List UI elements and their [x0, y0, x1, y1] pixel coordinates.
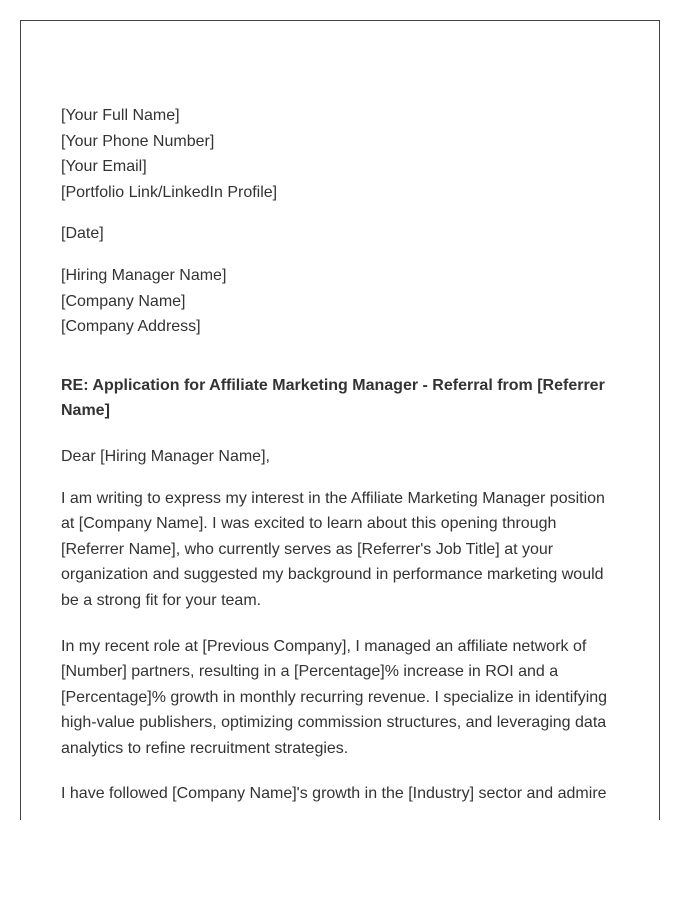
letter-subject: RE: Application for Affiliate Marketing Manager - Referral from [Referrer Name]	[61, 376, 605, 420]
sender-phone: [Your Phone Number]	[61, 132, 215, 150]
sender-portfolio: [Portfolio Link/LinkedIn Profile]	[61, 183, 278, 201]
body-paragraph-1: I am writing to express my interest in the Affiliate Marketing Manager position at [Company Name]. I was excited to learn about this opening through [Referrer Name], who currently serves as [Referrer's Job Title] at your organization and suggested my background in performance marketing would be a strong fit for your team.	[61, 489, 605, 609]
recipient-block	[61, 263, 621, 340]
sender-email: [Your Email]	[61, 158, 147, 176]
letter-content	[61, 103, 621, 820]
letter-date: [Date]	[61, 225, 104, 243]
sender-block	[61, 103, 621, 205]
body-paragraph-2: In my recent role at [Previous Company], I managed an affiliate network of [Number] partners, resulting in a [Percentage]% increase in ROI and a [Percentage]% growth in monthly recurring revenue. I specialize in identifying high-value publishers, optimizing commission structures, and leveraging data analytics to refine recruitment strategies.	[61, 637, 608, 757]
date-block	[61, 221, 621, 247]
recipient-name: [Hiring Manager Name]	[61, 266, 227, 284]
letter-page	[20, 20, 660, 820]
sender-name: [Your Full Name]	[61, 107, 180, 124]
recipient-address: [Company Address]	[61, 318, 201, 336]
recipient-company: [Company Name]	[61, 292, 186, 310]
letter-greeting: Dear [Hiring Manager Name],	[61, 447, 270, 465]
body-paragraph-3: I have followed [Company Name]'s growth in the [Industry] sector and admire	[61, 785, 607, 803]
